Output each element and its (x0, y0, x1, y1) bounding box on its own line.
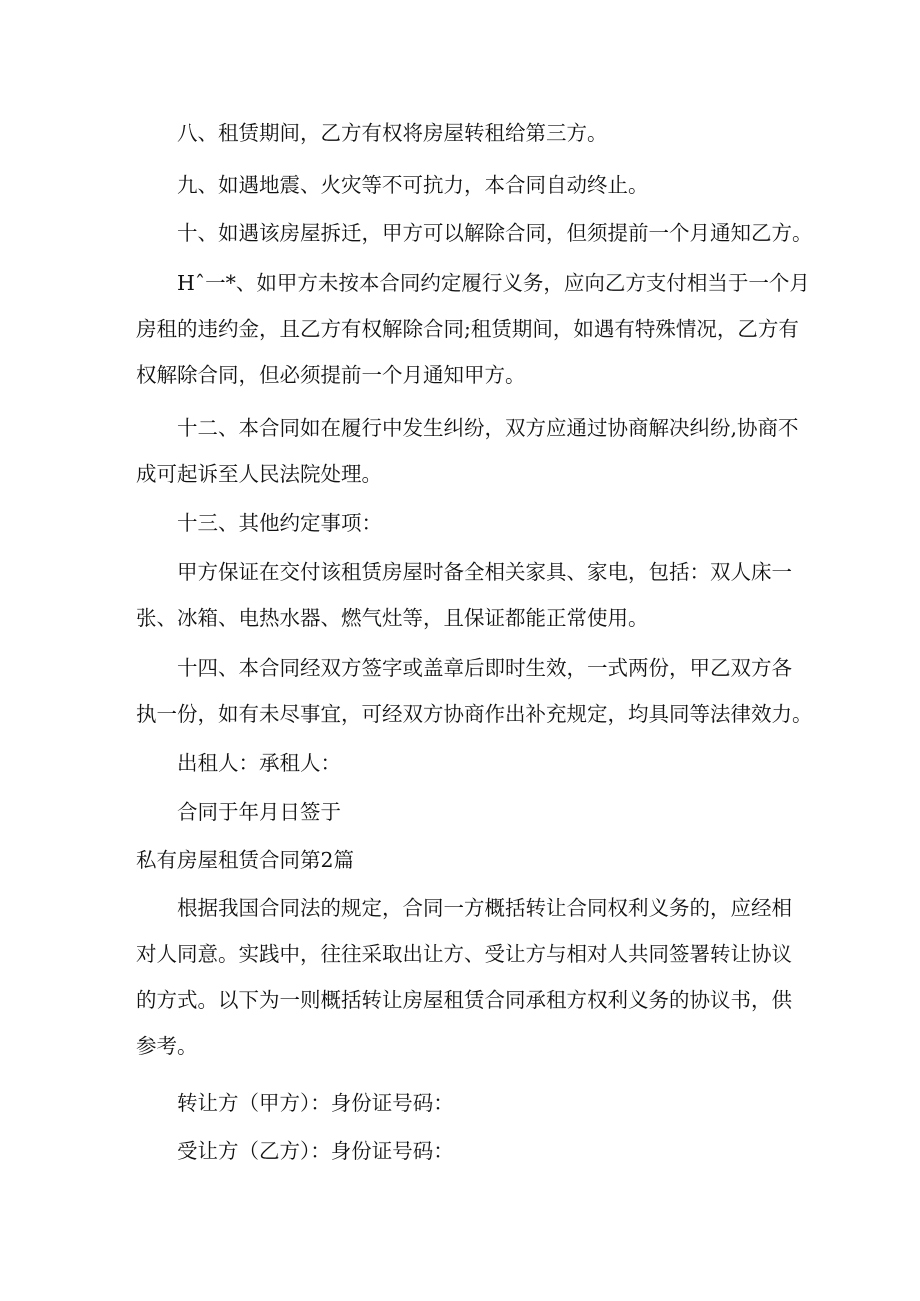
signing-date-text: 合同于年月日签于 (177, 800, 341, 824)
clause-12 (136, 405, 798, 497)
transferor-text: 转让方（甲方）：身份证号码： (177, 1091, 454, 1115)
signatories-text: 出租人：承租人： (177, 751, 341, 775)
intro-paragraph (136, 885, 798, 1069)
clause-13-detail-line1: 甲方保证在交付该租赁房屋时备全相关家具、家电，包括：双人床一 (177, 560, 792, 584)
clause-8-text: 八、租赁期间，乙方有权将房屋转租给第三方。 (177, 121, 608, 145)
clause-14-line1: 十四、本合同经双方签字或盖章后即时生效，一式两份，甲乙双方各 (177, 656, 792, 680)
section-title: 私有房屋租赁合同第2篇 (136, 848, 355, 872)
clause-8 (136, 110, 798, 156)
intro-line2: 对人同意。实践中，往往采取出让方、受让方与相对人共同签署转让协议 (136, 942, 792, 966)
signatories (136, 740, 798, 786)
intro-line4: 参考。 (136, 1034, 198, 1058)
clause-12-line1: 十二、本合同如在履行中发生纠纷，双方应通过协商解决纠纷,协商不 (177, 416, 799, 440)
clause-12-line2: 成可起诉至人民法院处理。 (136, 462, 382, 486)
clause-10-text: 十、如遇该房屋拆迁，甲方可以解除合同，但须提前一个月通知乙方。 (177, 221, 813, 245)
clause-13-detail-line2: 张、冰箱、电热水器、燃气灶等，且保证都能正常使用。 (136, 606, 649, 630)
signing-date (136, 789, 798, 835)
transferee-text: 受让方（乙方）：身份证号码： (177, 1139, 454, 1163)
clause-9 (136, 162, 798, 208)
clause-9-text: 九、如遇地震、火灾等不可抗力，本合同自动终止。 (177, 173, 649, 197)
clause-13 (136, 500, 798, 546)
clause-11-line3: 权解除合同，但必须提前一个月通知甲方。 (136, 363, 526, 387)
clause-14-line2: 执一份，如有未尽事宜，可经双方协商作出补充规定，均具同等法律效力。 (136, 702, 813, 726)
transferee-line (136, 1128, 798, 1174)
clause-11 (136, 260, 810, 398)
clause-14 (136, 645, 813, 737)
intro-line3: 的方式。以下为一则概括转让房屋租赁合同承租方权利义务的协议书，供 (136, 988, 792, 1012)
clause-11-line1: Hˆ一*、如甲方未按本合同约定履行义务，应向乙方支付相当于一个月 (177, 271, 810, 295)
intro-line1: 根据我国合同法的规定，合同一方概括转让合同权利义务的，应经相 (177, 896, 792, 920)
clause-11-line2: 房租的违约金，且乙方有权解除合同;租赁期间，如遇有特殊情况，乙方有 (136, 317, 799, 341)
clause-13-detail (136, 549, 798, 641)
transferor-line (136, 1080, 798, 1126)
clause-10 (136, 210, 813, 256)
clause-13-text: 十三、其他约定事项： (177, 511, 382, 535)
